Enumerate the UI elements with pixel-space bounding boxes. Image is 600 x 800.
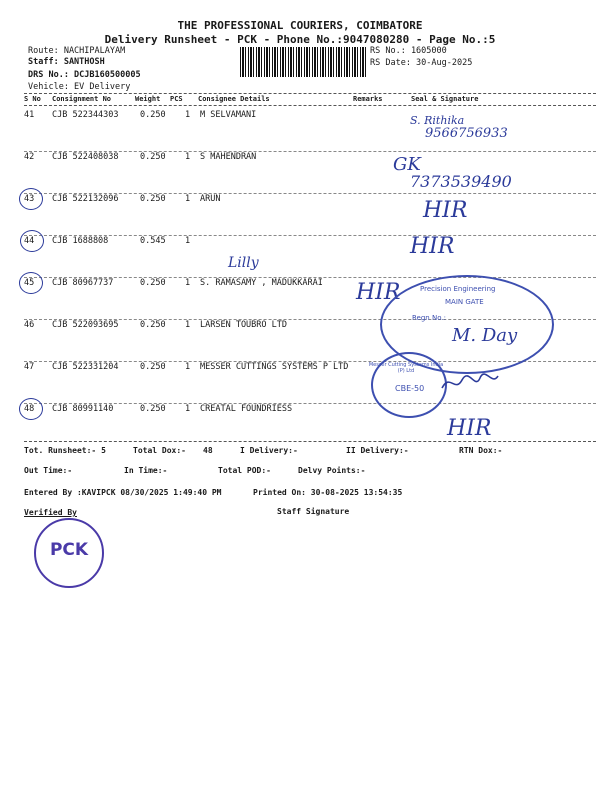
in-time: In Time:-	[124, 466, 168, 475]
signature-scribble	[440, 368, 500, 398]
barcode	[240, 47, 366, 77]
row-weight: 0.250	[140, 362, 166, 372]
header-rule-top	[24, 93, 596, 94]
col-weight: Weight	[135, 95, 161, 103]
row-consignee: MESSER CUTTINGS SYSTEMS P LTD	[200, 362, 349, 372]
handwritten-name: GK	[393, 154, 421, 175]
row-pcs: 1	[185, 278, 191, 288]
handwritten-name: S. Rithika	[410, 114, 465, 127]
row-consignment: CJB 522344303	[52, 110, 119, 120]
verified-by: Verified By	[24, 508, 77, 517]
row-pcs: 1	[185, 152, 191, 162]
vehicle-label: Vehicle: EV Delivery	[28, 82, 131, 92]
row-consignee: M SELVAMANI	[200, 110, 257, 120]
table-row	[24, 236, 596, 278]
handwritten-signature: HIR	[423, 198, 468, 223]
runsheet-subtitle: Delivery Runsheet - PCK - Phone No.:9047080280 - Page No.:5	[104, 33, 496, 46]
row-pcs: 1	[185, 404, 191, 414]
row-weight: 0.250	[140, 278, 166, 288]
pck-stamp-text: PCK	[49, 540, 89, 560]
out-time: Out Time:-	[24, 466, 73, 475]
handwritten-signature: HIR	[410, 234, 455, 259]
seal-text: Precision Engineering	[420, 285, 496, 293]
seal-sub: MAIN GATE	[445, 298, 484, 306]
row-consignee: LARSEN TOUBRO LTD	[200, 320, 287, 330]
entered-by: Entered By :KAVIPCK 08/30/2025 1:49:40 PM	[24, 488, 222, 497]
seal-field: Regn No.:	[412, 314, 446, 322]
row-consignment: CJB 522093695	[52, 320, 119, 330]
rs-number: RS No.: 1605000	[370, 46, 447, 56]
pen-circle	[19, 188, 43, 210]
row-consignment: CJB 522408038	[52, 152, 119, 162]
total-dox-label: Total Dox:-	[133, 446, 186, 455]
row-sno: 46	[24, 320, 35, 330]
pen-circle	[19, 272, 43, 294]
handwritten-signature: M. Day	[452, 325, 518, 346]
col-consignment: Consignment No	[52, 95, 112, 103]
row-pcs: 1	[185, 362, 191, 372]
row-sno: 45	[24, 278, 35, 288]
row-weight: 0.250	[140, 110, 166, 120]
row-consignment: CJB 80991140	[52, 404, 114, 414]
table-rule-bottom	[24, 441, 596, 442]
col-sno: S No	[24, 95, 41, 103]
pen-circle	[19, 398, 43, 420]
handwritten-signature: HIR	[356, 280, 401, 305]
handwritten-signature: HIR	[447, 416, 492, 441]
row-pcs: 1	[185, 110, 191, 120]
row-consignment: CJB 1688808	[52, 236, 109, 246]
staff-signature: Staff Signature	[277, 507, 350, 516]
ii-delivery: II Delivery:-	[346, 446, 409, 455]
route-label: Route: NACHIPALAYAM	[28, 46, 126, 56]
row-consignee: S MAHENDRAN	[200, 152, 257, 162]
row-pcs: 1	[185, 320, 191, 330]
row-consignment: CJB 522132096	[52, 194, 119, 204]
table-row	[24, 110, 596, 152]
row-consignee: CREATAL FOUNDRIESS	[200, 404, 293, 414]
seal-text: Messer Cutting Systems India (P) Ltd	[368, 362, 444, 374]
printed-on: Printed On: 30-08-2025 13:54:35	[253, 488, 403, 497]
row-weight: 0.250	[140, 404, 166, 414]
total-dox-count: 48	[203, 446, 213, 455]
rtn-dox: RTN Dox:-	[459, 446, 503, 455]
row-sno: 47	[24, 362, 35, 372]
i-delivery: I Delivery:-	[240, 446, 298, 455]
pen-circle	[20, 230, 44, 252]
table-row	[24, 362, 596, 404]
delvy-points: Delvy Points:-	[298, 466, 366, 475]
row-weight: 0.250	[140, 320, 166, 330]
row-consignee: S. RAMASAMY , MADUKKARAI	[200, 278, 323, 288]
row-consignment: CJB 80967737	[52, 278, 114, 288]
row-consignment: CJB 522331204	[52, 362, 119, 372]
row-pcs: 1	[185, 236, 191, 246]
col-consignee: Consignee Details	[198, 95, 270, 103]
row-weight: 0.250	[140, 152, 166, 162]
total-pod: Total POD:-	[218, 466, 271, 475]
handwritten-note: Lilly	[228, 255, 259, 271]
row-sno: 42	[24, 152, 35, 162]
row-consignee: ARUN	[200, 194, 221, 204]
seal-center: CBE-50	[395, 384, 425, 393]
header-rule-bottom	[24, 105, 596, 106]
row-weight: 0.545	[140, 236, 166, 246]
table-row	[24, 194, 596, 236]
row-sno: 43	[24, 194, 35, 204]
handwritten-phone: 7373539490	[410, 172, 512, 191]
row-sno: 48	[24, 404, 35, 414]
col-seal-signature: Seal & Signature	[411, 95, 479, 103]
row-sno: 44	[24, 236, 35, 246]
col-remarks: Remarks	[353, 95, 383, 103]
col-pcs: PCS	[170, 95, 183, 103]
rs-date: RS Date: 30-Aug-2025	[370, 58, 473, 68]
staff-label: Staff: SANTHOSH	[28, 57, 105, 67]
table-row	[24, 404, 596, 446]
row-weight: 0.250	[140, 194, 166, 204]
row-pcs: 1	[185, 194, 191, 204]
company-title: THE PROFESSIONAL COURIERS, COIMBATORE	[177, 19, 423, 32]
tot-runsheet: Tot. Runsheet:- 5	[24, 446, 106, 455]
drs-number: DRS No.: DCJB160500005	[28, 70, 141, 80]
handwritten-phone: 9566756933	[425, 126, 508, 141]
row-sno: 41	[24, 110, 35, 120]
